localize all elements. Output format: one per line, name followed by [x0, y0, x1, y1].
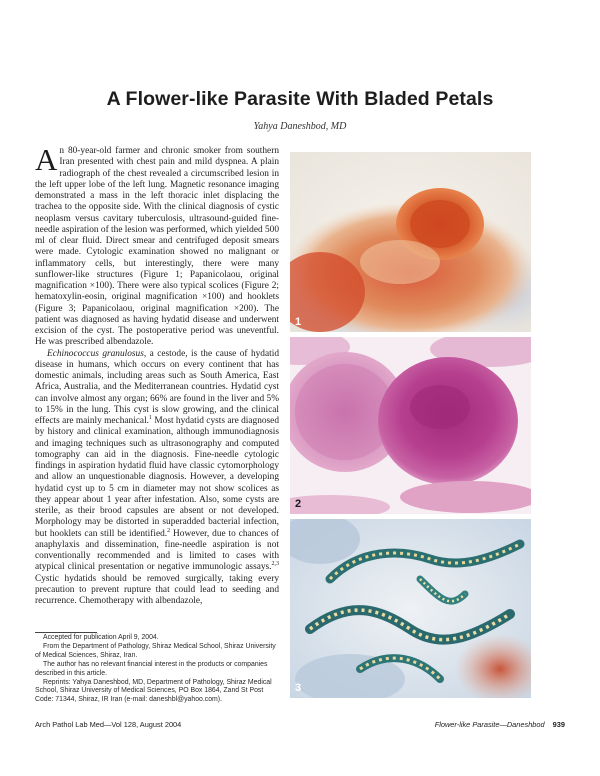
article-author: Yahya Daneshbod, MD: [253, 121, 347, 132]
discussion-text-d: Cystic hydatids should be removed surgically, taking every precaution to prevent rupture that could lead to seeding and recurrence. Chemotherapy with albendazole,: [35, 573, 279, 606]
reference-superscript: 1: [149, 414, 153, 421]
running-title: Flower-like Parasite—Daneshbod: [434, 720, 545, 729]
figure-1-number: 1: [295, 316, 302, 328]
page-number: 939: [552, 720, 565, 729]
discussion-text-a: , a cestode, is the cause of hydatid disease in humans, which occurs on every continent that has domestic animals, including areas such as South America, East Africa, Australia, and the Mediterranean countries. Hydatid cyst can involve almost any organ; 66% are found in the liver and 5% to 15% in the lung. This cyst is slow growing, and the clinical effects are mainly mechanical.: [35, 348, 279, 426]
figure-2: [290, 337, 531, 514]
reference-superscript: 2,3: [271, 561, 279, 568]
figure-3: [290, 519, 531, 698]
footer-right: [435, 720, 565, 729]
footnote-reprints: Reprints: Yahya Daneshbod, MD, Department of Pathology, Shiraz Medical School, Shiraz University of Medical Sciences, PO Box 1864, Zand St Post Code: 71344, Shiraz, IR Iran (e-mail: daneshbl@yahoo.com).: [35, 678, 272, 704]
paragraph-case-text: n 80-year-old farmer and chronic smoker from southern Iran presented with chest pain and mild dyspnea. A plain radiograph of the chest revealed a circumscribed lesion in the left upper lobe of the left lung. Magnetic resonance imaging demonstrated a mass in the left thoracic inlet displacing the trachea to the opposite side. With the clinical diagnosis of cystic neoplasm versus cavitary tuberculosis, ultrasound-guided fine-needle aspiration of the lesion was performed, which yielded 500 ml of clear fluid. Direct smear and centrifuged deposit smears were made. Cytologic examination showed no malignant or inflammatory cells, but interestingly, there were many sunflower-like structures (Figure 1; Papanicolaou, original magnification ×100). There were also typical scolices (Figure 2; hematoxylin-eosin, original magnification ×100) and hooklets (Figure 3; Papanicolaou, original magnification ×200). The patient was diagnosed as having hydatid disease and underwent excision of the cyst. The postoperative period was uneventful. He was prescribed albendazole.: [35, 146, 279, 348]
drop-cap: A: [35, 142, 58, 177]
reference-superscript: 2: [167, 527, 171, 534]
figure-3-image: [290, 519, 531, 698]
footnote-disclosure: The author has no relevant financial interest in the products or companies described in this article.: [35, 660, 268, 677]
figure-1-image: [290, 152, 531, 332]
discussion-text-b: Most hydatid cysts are diagnosed by history and clinical examination, although immunodiagnosis and imaging techniques such as ultrasonography and computed tomography can aid in the diagnosis. Fine-needle cytologic findings in aspiration hydatid fluid have classic cytomorphology and allow an unquestionable diagnosis. However, a developing hydatid cyst up to 5 cm in diameter may not show scolices as they appear about 1 year after infestation. Also, some cysts are sterile, as their brood capsules are absent or not developed. Morphology may be distorted in superadded bacterial infection, but hooklets can still be identified.: [35, 416, 279, 539]
species-name: Echinococcus granulosus: [47, 348, 144, 359]
footnotes: [35, 634, 279, 705]
figure-3-number: 3: [295, 682, 302, 694]
paragraph-case: [35, 142, 279, 349]
figure-1: [290, 152, 531, 332]
discussion-text-c: However, due to chances of anaphylaxis and dissemination, fine-needle aspiration is not conventionally recommended and is limited to cases with atypical clinical presentation or negative immunologic assays.: [35, 528, 280, 573]
footnote-rule: [35, 632, 97, 633]
footnote-affiliation: From the Department of Pathology, Shiraz Medical School, Shiraz University of Medical Sciences, Shiraz, Iran.: [35, 642, 276, 659]
article-title: A Flower-like Parasite With Bladed Petals: [106, 88, 494, 110]
body-column: [35, 142, 280, 607]
figure-2-image: [290, 337, 531, 514]
footer-journal: Arch Pathol Lab Med—Vol 128, August 2004: [35, 720, 182, 729]
figure-2-number: 2: [295, 498, 302, 510]
paragraph-discussion: [35, 349, 279, 608]
footnote-accepted: Accepted for publication April 9, 2004.: [43, 634, 159, 641]
